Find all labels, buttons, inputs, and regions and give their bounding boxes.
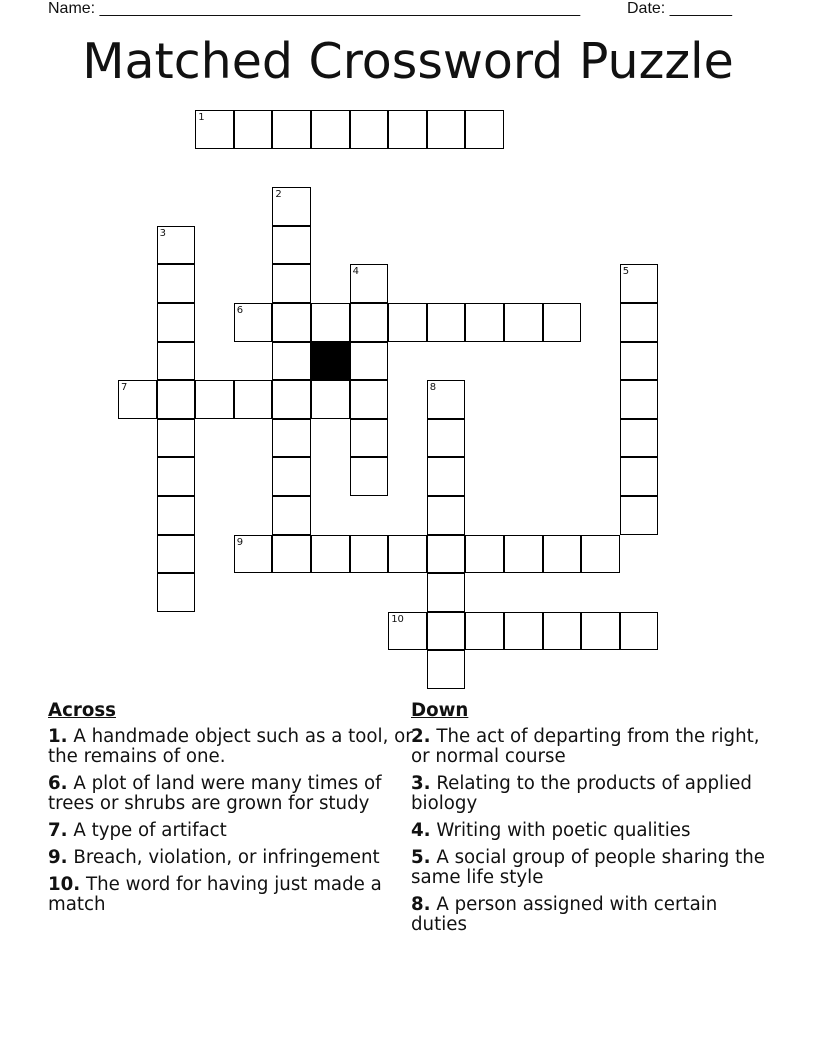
grid-cell[interactable]	[272, 380, 311, 419]
grid-cell[interactable]	[427, 303, 466, 342]
grid-cell[interactable]	[157, 573, 196, 612]
grid-cell[interactable]	[388, 110, 427, 149]
cell-number: 4	[352, 266, 359, 278]
cell-number: 3	[159, 227, 166, 239]
down-clue-5	[411, 848, 771, 888]
grid-cell[interactable]	[465, 612, 504, 651]
blocked-cell	[311, 342, 350, 381]
grid-cell[interactable]	[620, 303, 659, 342]
grid-cell[interactable]	[504, 303, 543, 342]
cell-number: 6	[236, 305, 244, 316]
clue-text: A social group of people sharing the same life style	[411, 847, 765, 888]
clue-text: A plot of land were many times of trees or shrubs are grown for study	[48, 773, 382, 814]
down-clue-3	[411, 774, 771, 814]
grid-cell[interactable]	[195, 380, 234, 419]
grid-cell[interactable]	[543, 303, 582, 342]
grid-cell[interactable]	[427, 419, 466, 458]
grid-cell[interactable]	[388, 612, 427, 651]
grid-cell[interactable]	[581, 612, 620, 651]
grid-cell[interactable]	[427, 650, 466, 689]
cell-number: 2	[275, 189, 282, 201]
grid-cell[interactable]	[581, 535, 620, 574]
grid-cell[interactable]	[620, 342, 659, 381]
grid-cell[interactable]	[427, 535, 466, 574]
grid-cell[interactable]	[157, 226, 196, 265]
clue-text: Relating to the products of applied biology	[411, 773, 752, 814]
grid-cell[interactable]	[157, 380, 196, 419]
clue-number: 1.	[48, 726, 68, 747]
grid-cell[interactable]	[427, 110, 466, 149]
clue-text: Writing with poetic qualities	[430, 820, 691, 841]
grid-cell[interactable]	[272, 187, 311, 226]
grid-cell[interactable]	[157, 303, 196, 342]
grid-cell[interactable]	[465, 535, 504, 574]
grid-cell[interactable]	[350, 419, 389, 458]
down-clue-4	[411, 821, 771, 841]
clue-text: The act of departing from the right, or normal course	[411, 726, 760, 767]
grid-cell[interactable]	[504, 612, 543, 651]
name-field[interactable]: Name: ______________________________________________________	[48, 0, 581, 17]
grid-cell[interactable]	[157, 419, 196, 458]
grid-cell[interactable]	[157, 342, 196, 381]
grid-cell[interactable]	[311, 380, 350, 419]
grid-cell[interactable]	[234, 535, 273, 574]
grid-cell[interactable]	[543, 612, 582, 651]
cell-number: 8	[429, 382, 437, 394]
cell-number: 7	[121, 382, 128, 394]
grid-cell[interactable]	[350, 303, 389, 342]
grid-cell[interactable]	[465, 303, 504, 342]
clue-number: 7.	[48, 820, 68, 841]
grid-cell[interactable]	[234, 110, 273, 149]
grid-cell[interactable]	[118, 380, 157, 419]
down-clue-2	[411, 727, 771, 767]
date-field[interactable]: Date: _______	[627, 0, 732, 17]
grid-cell[interactable]	[234, 380, 273, 419]
grid-cell[interactable]	[543, 535, 582, 574]
grid-cell[interactable]	[311, 110, 350, 149]
grid-cell[interactable]	[311, 535, 350, 574]
grid-cell[interactable]	[350, 457, 389, 496]
clue-text: A type of artifact	[67, 820, 227, 841]
clue-text: A person assigned with certain duties	[411, 894, 718, 935]
grid-cell[interactable]	[350, 264, 389, 303]
across-clue-10	[48, 875, 418, 915]
clue-number: 6.	[48, 773, 68, 794]
page-title: Matched Crossword Puzzle	[82, 33, 734, 90]
clue-number: 2.	[411, 726, 431, 747]
cell-number: 1	[198, 112, 205, 123]
grid-cell[interactable]	[350, 110, 389, 149]
clue-number: 9.	[48, 847, 68, 868]
grid-cell[interactable]	[620, 380, 659, 419]
grid-cell[interactable]	[272, 535, 311, 574]
grid-cell[interactable]	[427, 612, 466, 651]
grid-cell[interactable]	[234, 303, 273, 342]
across-clue-7	[48, 821, 418, 841]
grid-cell[interactable]	[620, 612, 659, 651]
cell-number: 5	[622, 266, 630, 278]
grid-cell[interactable]	[620, 457, 659, 496]
grid-cell[interactable]	[272, 226, 311, 265]
cell-number: 10	[391, 613, 404, 625]
grid-cell[interactable]	[465, 110, 504, 149]
grid-cell[interactable]	[272, 496, 311, 535]
grid-cell[interactable]	[620, 264, 659, 303]
grid-cell[interactable]	[427, 457, 466, 496]
grid-cell[interactable]	[272, 419, 311, 458]
grid-cell[interactable]	[504, 535, 543, 574]
grid-cell[interactable]	[620, 496, 659, 535]
grid-cell[interactable]	[272, 264, 311, 303]
grid-cell[interactable]	[427, 496, 466, 535]
grid-cell[interactable]	[272, 110, 311, 149]
grid-cell[interactable]	[157, 264, 196, 303]
grid-cell[interactable]	[427, 573, 466, 612]
grid-cell[interactable]	[157, 496, 196, 535]
grid-cell[interactable]	[388, 535, 427, 574]
across-heading: Across	[48, 700, 116, 721]
grid-cell[interactable]	[311, 303, 350, 342]
clue-text: Breach, violation, or infringement	[67, 847, 380, 868]
across-clue-6	[48, 774, 418, 814]
clue-number: 4.	[411, 820, 431, 841]
across-clues	[48, 701, 418, 922]
grid-cell[interactable]	[157, 535, 196, 574]
clue-number: 10.	[48, 874, 81, 895]
grid-cell[interactable]	[350, 380, 389, 419]
clue-number: 5.	[411, 847, 431, 868]
grid-cell[interactable]	[350, 535, 389, 574]
down-clue-8	[411, 895, 771, 935]
clue-text: A handmade object such as a tool, or the remains of one.	[48, 726, 413, 767]
grid-cell[interactable]	[157, 457, 196, 496]
grid-cell[interactable]	[388, 303, 427, 342]
clue-text: The word for having just made a match	[48, 874, 382, 915]
grid-cell[interactable]	[272, 457, 311, 496]
across-clue-1	[48, 727, 418, 767]
grid-cell[interactable]	[620, 419, 659, 458]
cell-number: 9	[236, 536, 244, 548]
clue-number: 3.	[411, 773, 431, 794]
grid-cell[interactable]	[427, 380, 466, 419]
grid-cell[interactable]	[272, 303, 311, 342]
clue-number: 8.	[411, 894, 431, 915]
grid-cell[interactable]	[195, 110, 234, 149]
down-heading: Down	[411, 700, 469, 721]
down-clues	[411, 701, 771, 942]
grid-cell[interactable]	[350, 342, 389, 381]
grid-cell[interactable]	[272, 342, 311, 381]
across-clue-9	[48, 848, 418, 868]
